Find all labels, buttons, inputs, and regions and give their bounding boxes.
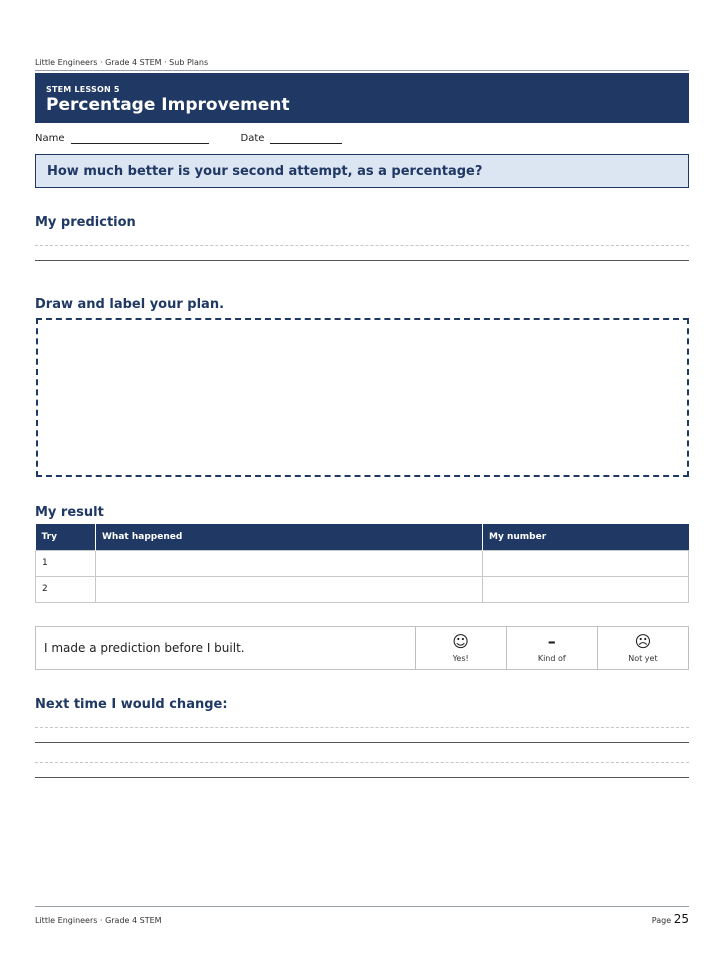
prediction-heading: My prediction bbox=[35, 215, 136, 230]
table-row bbox=[36, 576, 689, 602]
date-field[interactable] bbox=[270, 133, 342, 144]
frown-icon: ☹ bbox=[634, 632, 652, 651]
name-field[interactable] bbox=[71, 133, 209, 144]
lesson-label: STEM LESSON 5 bbox=[46, 85, 120, 94]
change-write-line[interactable] bbox=[35, 777, 689, 778]
rating-yes[interactable] bbox=[415, 627, 506, 670]
try-cell: 2 bbox=[36, 576, 96, 602]
rating-label: Not yet bbox=[628, 654, 658, 663]
what-happened-cell[interactable] bbox=[96, 576, 483, 602]
self-check-row bbox=[36, 627, 689, 670]
my-number-cell[interactable] bbox=[483, 576, 689, 602]
table-row bbox=[36, 550, 689, 576]
rating-kind-of[interactable] bbox=[506, 627, 597, 670]
date-label: Date bbox=[240, 133, 265, 144]
page-indicator bbox=[652, 912, 689, 926]
result-table bbox=[35, 524, 689, 603]
plan-drawing-area[interactable] bbox=[36, 318, 689, 477]
running-header: Little Engineers · Grade 4 STEM · Sub Plans bbox=[35, 58, 689, 71]
result-heading: My result bbox=[35, 505, 104, 520]
page-label: Page bbox=[651, 916, 672, 925]
running-footer bbox=[35, 906, 689, 926]
driving-question: How much better is your second attempt, as a percentage? bbox=[35, 154, 689, 188]
prediction-write-line[interactable] bbox=[35, 260, 689, 261]
self-check-table bbox=[35, 626, 689, 670]
title-banner bbox=[35, 73, 689, 123]
prediction-guide-line bbox=[35, 245, 689, 246]
change-heading: Next time I would change: bbox=[35, 697, 228, 712]
column-header-try: Try bbox=[36, 524, 96, 550]
table-header-row bbox=[36, 524, 689, 550]
plan-heading: Draw and label your plan. bbox=[35, 297, 225, 312]
footer-title: Little Engineers · Grade 4 STEM bbox=[35, 916, 162, 925]
column-header-my-number: My number bbox=[483, 524, 689, 550]
column-header-what-happened: What happened bbox=[96, 524, 483, 550]
dash-icon: – bbox=[547, 632, 556, 651]
rating-label: Kind of bbox=[537, 654, 566, 663]
change-write-line[interactable] bbox=[35, 742, 689, 743]
what-happened-cell[interactable] bbox=[96, 550, 483, 576]
name-date-row bbox=[35, 133, 342, 144]
rating-not-yet[interactable] bbox=[597, 627, 688, 670]
my-number-cell[interactable] bbox=[483, 550, 689, 576]
self-check-statement: I made a prediction before I built. bbox=[36, 627, 416, 670]
page-title: Percentage Improvement bbox=[46, 95, 290, 115]
try-cell: 1 bbox=[36, 550, 96, 576]
change-guide-line bbox=[35, 762, 689, 763]
name-label: Name bbox=[35, 133, 65, 144]
rating-label: Yes! bbox=[452, 654, 469, 663]
smile-icon: ☺ bbox=[452, 632, 469, 651]
change-guide-line bbox=[35, 727, 689, 728]
page-number: 25 bbox=[673, 912, 689, 926]
